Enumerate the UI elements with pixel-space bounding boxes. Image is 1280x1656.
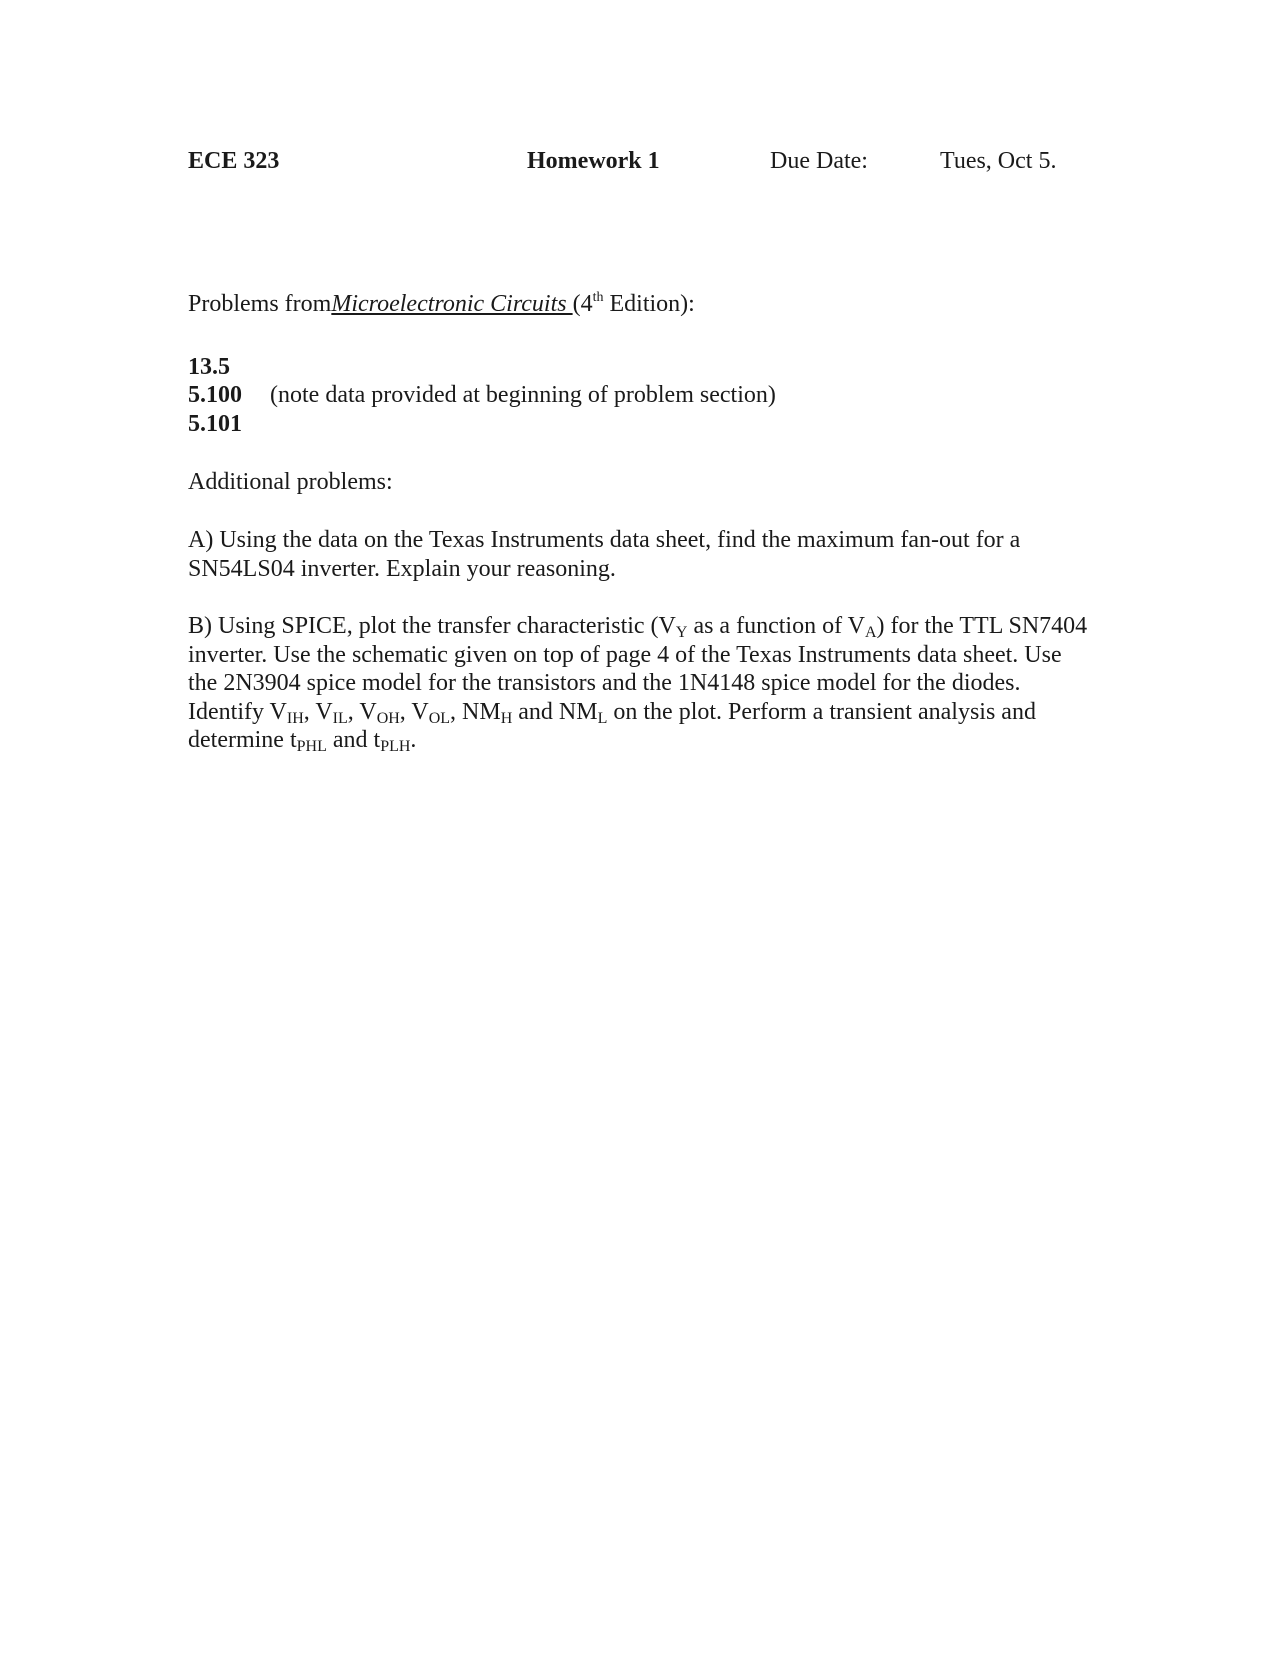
intro-prefix: Problems from: [188, 291, 332, 317]
edition-close: Edition):: [603, 291, 695, 317]
edition-open: (4: [572, 291, 593, 317]
due-date-value: Tues, Oct 5.: [940, 148, 1057, 174]
problem-a: A) Using the data on the Texas Instruments data sheet, find the maximum fan-out for a SN54LS04 inverter. Explain your reasoning.: [188, 527, 1021, 582]
subscript: OH: [376, 709, 400, 727]
subscript: PHL: [296, 738, 327, 755]
subscript: L: [597, 709, 608, 727]
problem-b-text: as a function of V: [687, 613, 865, 639]
problem-number-1: 13.5: [188, 354, 230, 380]
problem-b-text: , V: [399, 698, 429, 725]
subscript: A: [864, 624, 877, 641]
header: [0, 148, 1280, 182]
problem-b-text: .: [410, 727, 417, 753]
additional-heading: Additional problems:: [188, 469, 393, 495]
subscript: IH: [286, 709, 304, 727]
problem-b-text: , V: [303, 698, 333, 725]
problem-b-text: B) Using SPICE, plot the transfer characteristic (V: [188, 613, 676, 639]
course-code: ECE 323: [188, 148, 280, 174]
subscript: IL: [332, 709, 348, 727]
subscript: Y: [675, 624, 688, 641]
problem-number-3: 5.101: [188, 411, 242, 437]
due-date-label: Due Date:: [770, 148, 868, 174]
subscript: OL: [428, 709, 451, 727]
subscript: H: [500, 709, 513, 727]
edition-sup: th: [592, 290, 604, 305]
problem-b-text: and NM: [512, 698, 598, 725]
problem-b: [188, 612, 1088, 755]
book-title: Microelectronic Circuits: [331, 291, 573, 317]
problem-b-text: and t: [326, 727, 381, 753]
subscript: PLH: [380, 738, 411, 755]
problem-number-2: 5.100: [188, 382, 242, 408]
assignment-title: Homework 1: [527, 148, 660, 174]
problem-b-text: , NM: [450, 698, 501, 725]
problem-note-2: (note data provided at beginning of problem section): [270, 382, 776, 408]
problems-intro: [188, 290, 695, 318]
problem-b-text: , V: [347, 698, 377, 725]
problem-b-text: on the plot. Perform a transient analysis and determine t: [188, 698, 1036, 753]
problem-b-text: ) for the TTL SN7404 inverter. Use the schematic given on top of page 4 of the Texas Instruments data sheet. Use the 2N3904 spice model for the transistors and the 1N4148 spice model for the diodes. Identify V: [188, 613, 1088, 725]
